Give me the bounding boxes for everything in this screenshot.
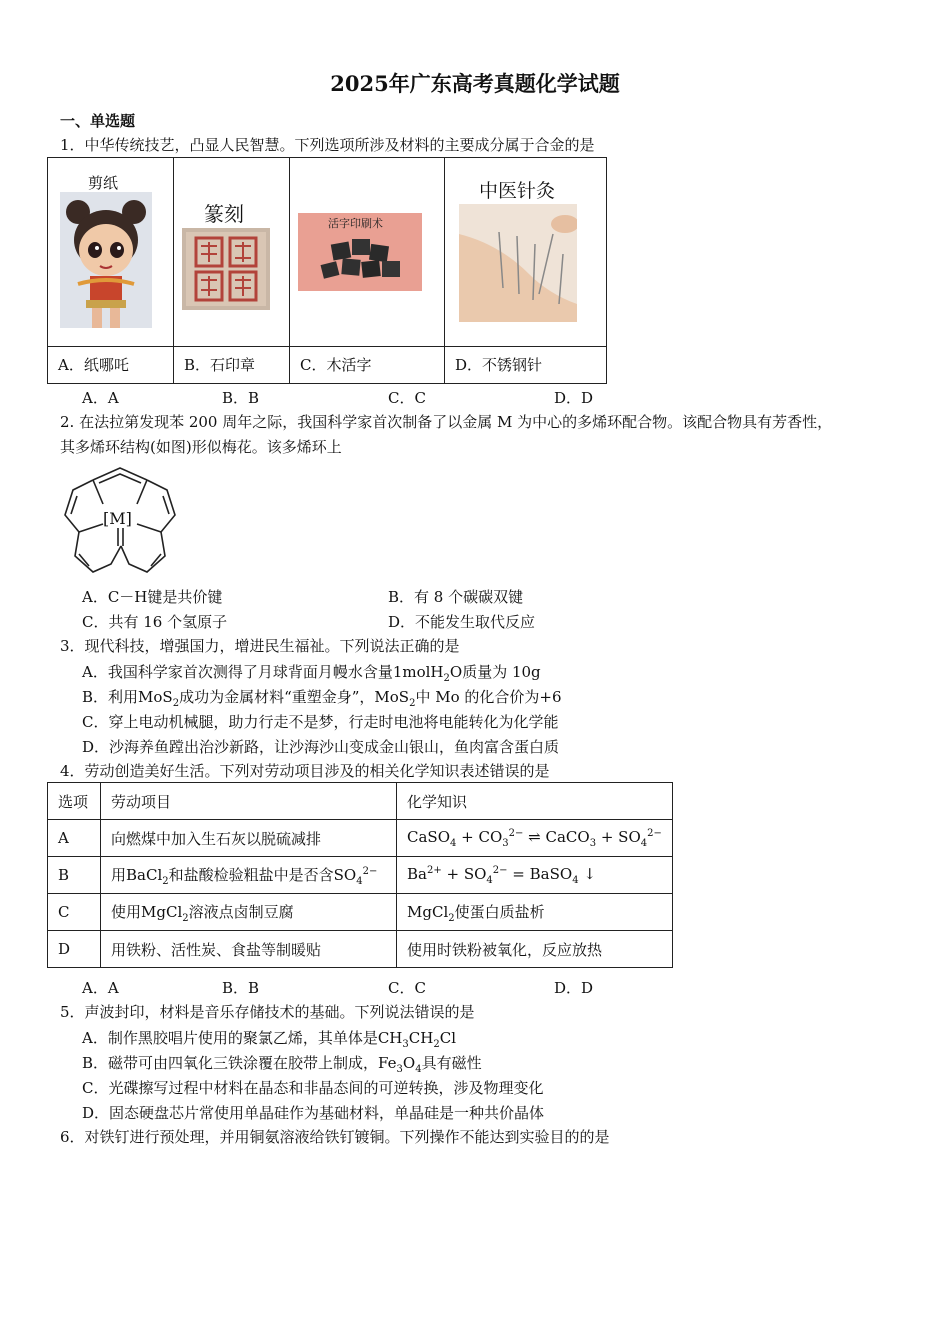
polyene-ring-structure-diagram [55, 460, 185, 580]
q4-header-option: 选项 [48, 783, 101, 820]
q5-option-a: A．制作黑胶唱片使用的聚氯乙烯，其单体是$CH_3CH_2Cl$ [82, 1029, 456, 1050]
table-row [48, 894, 673, 931]
q2-stem-line1: 2. 在法拉第发现苯 200 周年之际，我国科学家首次制备了以金属 M 为中心的多烯环配合物。该配合物具有芳香性， [60, 413, 833, 431]
q1-caption-d: 中医针灸 [479, 180, 556, 202]
q1-label-a: A．纸哪吒 [48, 346, 173, 383]
q4-answer-b: B．B [222, 979, 260, 997]
q5-option-c: C．光碟擦写过程中材料在晶态和非晶态间的可逆转换，涉及物理变化 [82, 1079, 544, 1097]
q6-stem: 6．对铁钉进行预处理，并用铜氨溶液给铁钉镀铜。下列操作不能达到实验目的的是 [60, 1128, 610, 1146]
q5-option-b: B．磁带可由四氧化三铁涂覆在胶带上制成，$Fe_3O_4$具有磁性 [82, 1054, 482, 1075]
q4-row-a-knowledge: CaSO$_4$ + $CO_3^{2-}$ ⇌ CaCO$_3$ + $SO_4^{2-}$ [397, 820, 673, 857]
q1-caption-b: 篆刻 [204, 202, 244, 226]
page-title: 2025年广东高考真题化学试题 [330, 71, 620, 96]
q1-label-c: C．木活字 [290, 346, 444, 383]
q4-row-d-option: D [48, 931, 101, 968]
table-row [48, 820, 673, 857]
q1-answer-b: B．B [222, 389, 260, 407]
q1-label-b: B．石印章 [174, 346, 289, 383]
q4-row-d-project: 用铁粉、活性炭、食盐等制暖贴 [101, 931, 397, 968]
q4-answer-a: A．A [82, 979, 119, 997]
q1-label-d: D．不锈钢针 [445, 346, 606, 383]
section-heading: 一、单选题 [60, 112, 136, 130]
table-row [48, 931, 673, 968]
q1-answer-d: D．D [554, 389, 594, 407]
q4-header-project: 劳动项目 [101, 783, 397, 820]
q1-answer-a: A．A [82, 389, 119, 407]
q3-stem: 3．现代科技，增强国力，增进民生福祉。下列说法正确的是 [60, 637, 460, 655]
q1-stem: 1．中华传统技艺，凸显人民智慧。下列选项所涉及材料的主要成分属于合金的是 [60, 136, 595, 154]
table-row [48, 783, 673, 820]
table-row [48, 857, 673, 894]
q4-row-b-knowledge: $Ba^{2+} + SO_4^{2-}$ = BaSO$_4$ ↓ [397, 857, 673, 894]
metal-center-label: [M] [103, 509, 132, 528]
q1-image-c [290, 158, 444, 346]
q2-stem-line2: 其多烯环结构(如图)形似梅花。该多烯环上 [60, 438, 342, 456]
q4-row-a-option: A [48, 820, 101, 857]
q1-image-table [47, 157, 607, 384]
q1-caption-c: 活字印刷术 [328, 217, 383, 230]
q1-image-b [174, 158, 289, 346]
q4-row-c-project: 使用MgCl$_2$溶液点卤制豆腐 [101, 894, 397, 931]
q4-answer-d: D．D [554, 979, 594, 997]
q2-option-b: B．有 8 个碳碳双键 [388, 588, 524, 606]
q3-option-d: D．沙海养鱼蹚出治沙新路，让沙海沙山变成金山银山，鱼肉富含蛋白质 [82, 738, 560, 756]
q1-image-d [445, 158, 606, 346]
q4-row-a-project: 向燃煤中加入生石灰以脱硫减排 [101, 820, 397, 857]
q4-row-b-option: B [48, 857, 101, 894]
q4-row-c-option: C [48, 894, 101, 931]
q5-option-d: D．固态硬盘芯片常使用单晶硅作为基础材料，单晶硅是一种共价晶体 [82, 1104, 545, 1122]
q2-option-c: C．共有 16 个氢原子 [82, 613, 228, 631]
q4-table [47, 782, 673, 968]
q3-option-c: C．穿上电动机械腿，助力行走不是梦，行走时电池将电能转化为化学能 [82, 713, 559, 731]
q4-row-c-knowledge: MgCl$_2$使蛋白质盐析 [397, 894, 673, 931]
q4-stem: 4．劳动创造美好生活。下列对劳动项目涉及的相关化学知识表述错误的是 [60, 762, 550, 780]
q4-answer-c: C．C [388, 979, 426, 997]
q2-option-a: A．C－H键是共价键 [82, 588, 223, 606]
q4-header-knowledge: 化学知识 [397, 783, 673, 820]
q1-caption-a: 剪纸 [88, 174, 119, 192]
nezha-figure-image [60, 192, 152, 328]
q4-row-d-knowledge: 使用时铁粉被氧化，反应放热 [397, 931, 673, 968]
q1-image-a [48, 158, 173, 346]
q4-row-b-project: 用BaCl$_2$和盐酸检验粗盐中是否含$SO_4^{2-}$ [101, 857, 397, 894]
q3-option-b: B．利用MoS$_2$成功为金属材料“重塑金身”，MoS$_2$中 Mo 的化合价为+6 [82, 688, 562, 709]
stone-seal-image [182, 228, 270, 310]
q1-answer-c: C．C [388, 389, 426, 407]
q2-option-d: D．不能发生取代反应 [388, 613, 536, 631]
q5-stem: 5．声波封印，材料是音乐存储技术的基础。下列说法错误的是 [60, 1003, 475, 1021]
acupuncture-image [459, 204, 577, 322]
q3-option-a: A．我国科学家首次测得了月球背面月幔水含量1molH$_2$O质量为 10g [82, 663, 541, 684]
